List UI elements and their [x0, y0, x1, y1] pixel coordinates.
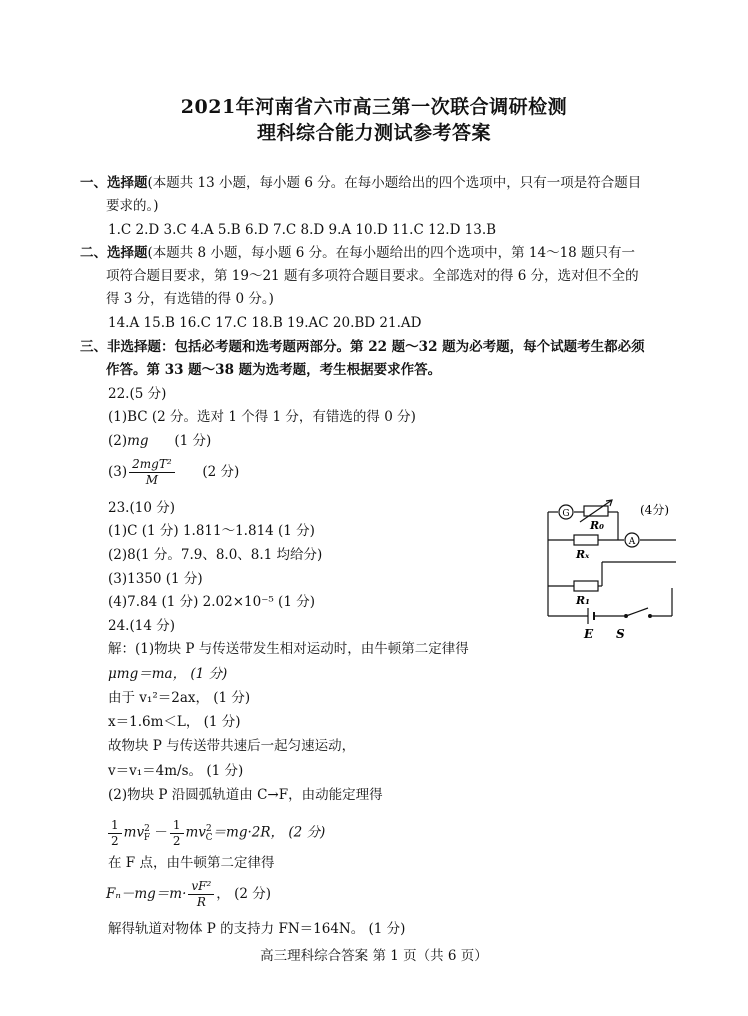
half-num-2: 1: [170, 818, 184, 834]
section3-line1: 三、非选择题：包括必考题和选考题两部分。第 22 题～32 题为必考题，每个试题考生都必须: [80, 339, 645, 355]
page-title: 2021年河南省六市高三第一次联合调研检测: [180, 96, 568, 118]
q24-line7: (2)物块 P 沿圆弧轨道由 C→F，由动能定理得: [108, 787, 383, 803]
r1-label: R₁: [576, 594, 590, 607]
q22-answer3: [108, 457, 239, 488]
q23-answer2: (2)8(1 分。7.9、8.0、8.1 均给分): [108, 547, 323, 563]
section2-desc1: (本题共 8 小题，每小题 6 分。在每小题给出的四个选项中，第 14～18 题只有一: [147, 245, 636, 261]
section1-answers: 1.C 2.D 3.C 4.A 5.B 6.D 7.C 8.D 9.A 10.D 11.C 12.D 13.B: [108, 222, 497, 238]
q24-l8-term2: mv: [185, 824, 206, 841]
half-fraction-2: [170, 818, 184, 849]
section3-line2: 作答。第 33 题～38 题为选考题，考生根据要求作答。: [106, 362, 442, 378]
switch-label: S: [616, 627, 625, 641]
circuit-diagram: [540, 496, 690, 642]
q23-header: 23.(10 分): [108, 500, 175, 516]
r0-label: R₀: [590, 519, 604, 532]
q24-header: 24.(14 分): [108, 618, 175, 634]
q23-answer3: (3)1350 (1 分): [108, 571, 203, 587]
section1-desc2: 要求的。): [106, 198, 159, 214]
q22-answer1: (1)BC (2 分。选对 1 个得 1 分，有错选的得 0 分): [108, 409, 416, 425]
q24-line1: 解：(1)物块 P 与传送带发生相对运动时，由牛顿第二定律得: [108, 641, 469, 657]
q24-line3: 由于 v₁²＝2ax， (1 分): [108, 690, 251, 706]
half-fraction-1: [108, 818, 122, 849]
q22-a2-prefix: (2): [108, 433, 128, 449]
section2-desc3: 得 3 分，有选错的得 0 分。): [106, 291, 274, 307]
switch-icon: [626, 608, 648, 616]
rx-label: Rₓ: [576, 548, 590, 561]
page-footer: 高三理科综合答案 第 1 页（共 6 页）: [260, 948, 488, 964]
section2-answers: 14.A 15.B 16.C 17.C 18.B 19.AC 20.BD 21.AD: [108, 315, 422, 331]
q24-line5: 故物块 P 与传送带共速后一起匀速运动，: [108, 738, 356, 754]
section1-header: [80, 174, 641, 192]
battery-label: E: [584, 627, 594, 641]
q24-l10-lhs: Fₙ－mg＝m·: [106, 886, 187, 902]
q23-answer4: (4)7.84 (1 分) 2.02×10⁻⁵ (1 分): [108, 594, 315, 610]
q24-l10-den: R: [196, 895, 206, 909]
resistor-r1-icon: [574, 581, 598, 591]
q24-line11: 解得轨道对物体 P 的支持力 FN＝164N。 (1 分): [108, 921, 406, 937]
q24-l10-fraction: [188, 879, 214, 910]
half-den-1: 2: [111, 833, 119, 848]
section2-header: [80, 244, 635, 262]
section1-title: 一、选择题: [80, 175, 148, 191]
ammeter-label: A: [628, 537, 636, 547]
q22-a3-score: (2 分): [202, 464, 240, 480]
q22-answer2: [108, 432, 211, 450]
q24-line8: $\frac{1}{2}$ $mv^2_F$ － $\frac{1}{2}$ $mv^2_C=mg\cdot 2R$， (2 分): [106, 812, 325, 855]
q24-line6: v＝v₁＝4m/s。 (1 分): [108, 763, 244, 779]
q22-a2-score: (1 分): [174, 433, 212, 449]
page-subtitle: 理科综合能力测试参考答案: [256, 122, 491, 144]
q22-a3-prefix: (3): [108, 464, 128, 480]
q24-l8-rest: ＝mg·2R， (2 分): [212, 824, 326, 841]
q22-a3-fraction: [129, 457, 175, 488]
resistor-rx-icon: [574, 535, 598, 545]
section2-title: 二、选择题: [80, 245, 148, 261]
q24-line2: μmg＝ma， (1 分): [108, 666, 228, 682]
q22-a3-denominator: M: [145, 473, 159, 487]
q24-line10: [106, 876, 271, 912]
q24-line9: 在 F 点，由牛顿第二定律得: [108, 855, 275, 871]
half-num-1: 1: [108, 818, 122, 834]
q24-l8-term1: mv: [123, 824, 145, 841]
circuit-score: (4分): [640, 503, 669, 517]
section2-desc2: 项符合题目要求，第 19～21 题有多项符合题目要求。全部选对的得 6 分，选对但不全的: [106, 268, 639, 284]
q23-answer1: (1)C (1 分) 1.811～1.814 (1 分): [108, 523, 315, 539]
q24-l10-rest: ， (2 分): [216, 886, 272, 902]
section1-desc1: (本题共 13 小题，每小题 6 分。在每小题给出的四个选项中，只有一项是符合题目: [147, 175, 642, 191]
q22-a2-expr: mg: [127, 433, 149, 449]
q22-a3-numerator: 2mgT²: [129, 457, 175, 473]
q24-l10-num: vF²: [188, 879, 214, 895]
q22-header: 22.(5 分): [108, 386, 167, 402]
galvanometer-label: G: [562, 509, 570, 519]
half-den-2: 2: [172, 833, 181, 848]
q24-line4: x＝1.6m＜L， (1 分): [108, 714, 241, 730]
